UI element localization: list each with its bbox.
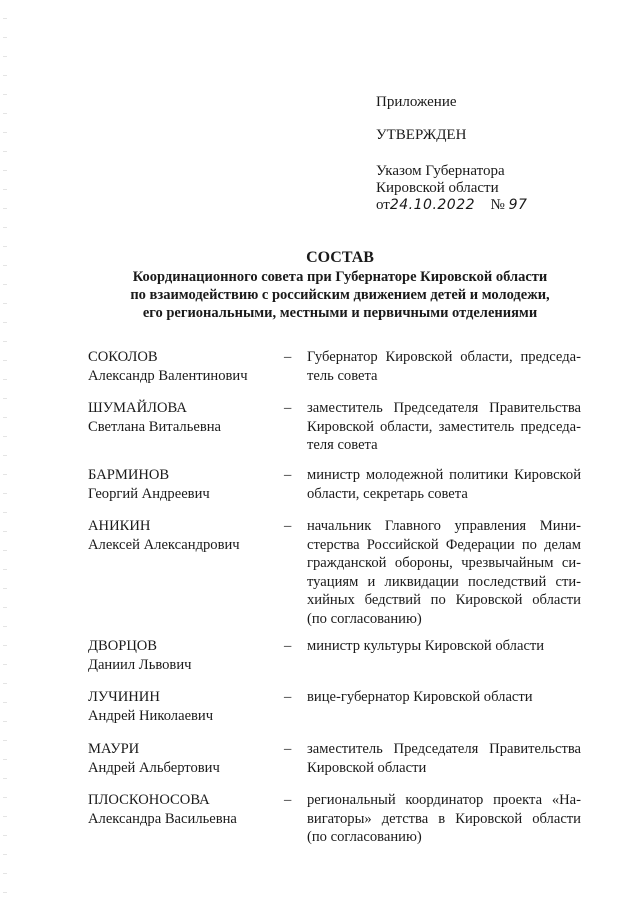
member-role [307, 517, 581, 628]
member-role [307, 688, 581, 707]
handwritten-number: 97 [508, 197, 528, 213]
role-line: вигаторы» детства в Кировской области [307, 810, 581, 827]
role-line: туациям и ликвидации последствий сти- [307, 573, 581, 590]
role-line: министр молодежной политики Кировской [307, 467, 581, 483]
handwritten-date: 24.10.2022 [389, 197, 476, 213]
member-dash: – [284, 518, 292, 534]
member-given-names: Георгий Андреевич [88, 485, 210, 502]
member-name [88, 466, 210, 503]
member-dash: – [284, 638, 292, 654]
role-line: Кировской области [307, 759, 427, 776]
member-surname: МАУРИ [88, 741, 140, 757]
member-dash: – [284, 741, 292, 757]
member-role [307, 348, 581, 385]
member-given-names: Андрей Альбертович [88, 759, 220, 776]
member-role [307, 399, 581, 455]
decree-line-1: Указом Губернатора [376, 163, 505, 179]
decree-date-line [376, 196, 527, 214]
member-surname: БАРМИНОВ [88, 467, 170, 483]
member-name [88, 637, 191, 674]
role-line: региональный координатор проекта «На- [307, 792, 581, 808]
member-surname: АНИКИН [88, 518, 151, 534]
member-dash: – [284, 467, 292, 483]
member-role [307, 637, 581, 656]
member-given-names: Светлана Витальевна [88, 418, 222, 435]
member-given-names: Андрей Николаевич [88, 707, 214, 724]
heading-subtitle-line-3: его региональными, местными и первичными отделениями [142, 305, 538, 321]
member-role [307, 791, 581, 847]
member-name [88, 517, 240, 554]
role-line: гражданской обороны, чрезвычайным си- [307, 555, 581, 571]
role-line: (по согласованию) [307, 829, 422, 845]
role-line: области, секретарь совета [307, 485, 468, 502]
role-line: заместитель Председателя Правительства [307, 741, 581, 757]
member-surname: СОКОЛОВ [88, 349, 158, 365]
decree-line-2: Кировской области [376, 180, 499, 196]
role-line: тель совета [307, 367, 378, 384]
role-line: заместитель Председателя Правительства [307, 400, 581, 416]
role-line: министр культуры Кировской области [307, 638, 545, 654]
appendix-label: Приложение [376, 94, 457, 110]
member-name [88, 399, 221, 436]
role-line: Губернатор Кировской области, председа- [307, 349, 581, 365]
heading-subtitle-line-2: по взаимодействию с российским движением детей и молодежи, [130, 287, 550, 303]
member-role [307, 466, 581, 503]
role-line: стерства Российской Федерации по делам [307, 536, 581, 553]
role-line: начальник Главного управления Мини- [307, 518, 581, 534]
heading-title: СОСТАВ [306, 249, 374, 266]
role-line: хийных бедствий по Кировской области [307, 592, 581, 608]
role-line: вице-губернатор Кировской области [307, 689, 533, 705]
approved-label: УТВЕРЖДЕН [376, 127, 467, 143]
document-heading [0, 249, 640, 322]
member-dash: – [284, 349, 292, 365]
member-surname: ЛУЧИНИН [88, 689, 160, 705]
member-given-names: Александр Валентинович [88, 367, 248, 384]
member-dash: – [284, 792, 292, 808]
member-surname: ШУМАЙЛОВА [88, 400, 187, 416]
member-name [88, 740, 220, 777]
role-line: Кировской области, заместитель председа- [307, 418, 581, 435]
member-name [88, 348, 248, 385]
number-sign: № [490, 197, 505, 213]
member-name [88, 688, 213, 725]
member-given-names: Алексей Александрович [88, 536, 240, 553]
role-line: теля совета [307, 437, 378, 453]
member-role [307, 740, 581, 777]
member-dash: – [284, 689, 292, 705]
member-dash: – [284, 400, 292, 416]
scan-margin-dots [3, 0, 7, 905]
date-prefix: от [376, 197, 390, 213]
role-line: (по согласованию) [307, 610, 422, 627]
member-surname: ПЛОСКОНОСОВА [88, 792, 210, 808]
member-given-names: Александра Васильевна [88, 810, 237, 827]
heading-subtitle-line-1: Координационного совета при Губернаторе Кировской области [132, 269, 548, 285]
member-name [88, 791, 237, 828]
member-surname: ДВОРЦОВ [88, 638, 157, 654]
member-given-names: Даниил Львович [88, 656, 192, 673]
